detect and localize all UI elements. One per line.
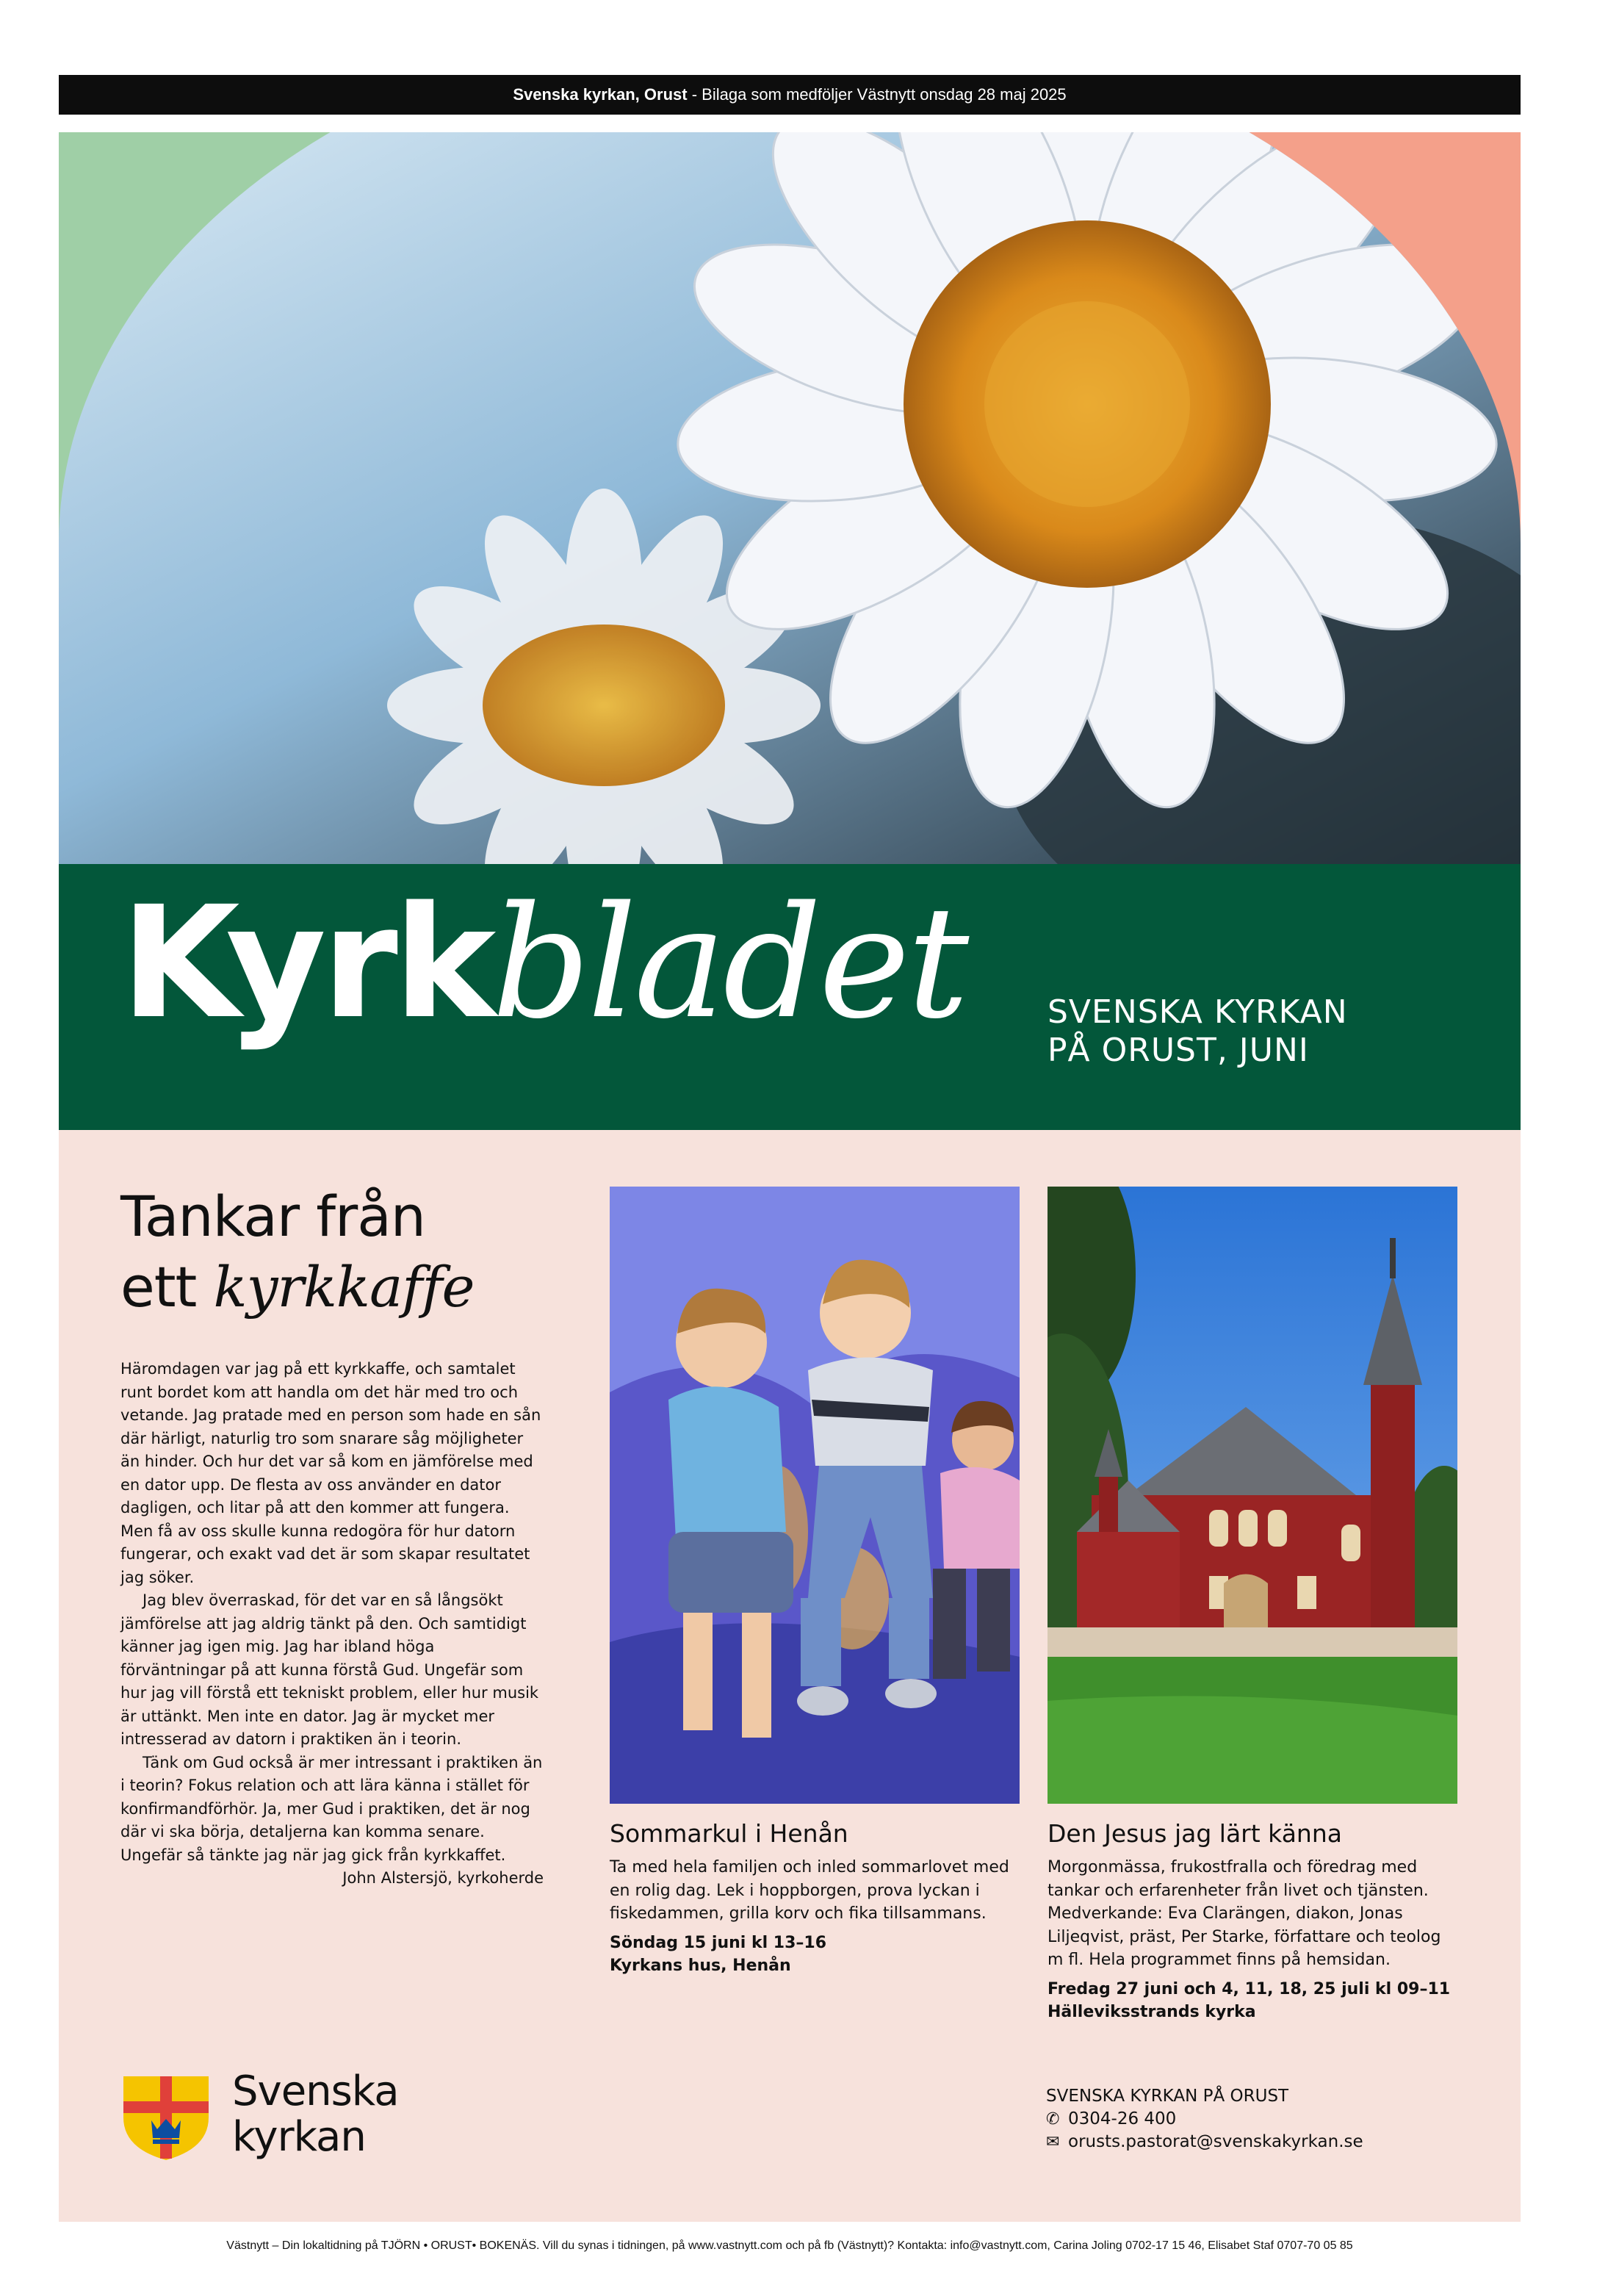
top-bar-brand: Svenska kyrkan, Orust <box>513 85 688 104</box>
masthead-title <box>120 873 967 1053</box>
headline-italic: kyrkkaffe <box>213 1254 475 1320</box>
article-signature: John Alstersjö, kyrkoherde <box>342 1869 544 1887</box>
contact-phone[interactable]: 0304-26 400 <box>1068 2109 1177 2128</box>
event-2-when: Fredag 27 juni och 4, 11, 18, 25 juli kl 09–11 <box>1048 1979 1451 1998</box>
article-paragraph-2: Jag blev överraskad, för det var en så långsökt jämförelse att jag aldrig tänkt på den. Och samtidigt känner jag igen mig. Jag har ibland höga förväntningar på att kunna förstå Gud. Ungefär som hur jag vill förstå ett tekniskt problem, eller hur musik är uttänkt. Men inte en dator. Jag är mycket mer intresserad av datorn i praktiken än i teorin. <box>120 1591 539 1748</box>
contact-email[interactable]: orusts.pastorat@svenskakyrkan.se <box>1068 2132 1363 2151</box>
footer-text: Västnytt – Din lokaltidning på TJÖRN • ORUST• BOKENÄS. Vill du synas i tidningen, på www.vastnytt.com och på fb (Västnytt)? Kontakta: info@vastnytt.com, Carina Joling 0702-17 15 46, Elisabet Staf 0707-70 05 85 <box>226 2239 1353 2252</box>
top-info-bar <box>59 75 1521 115</box>
article-paragraph-1: Häromdagen var jag på ett kyrkkaffe, och samtalet runt bordet kom att handla om det här med tro och vetande. Jag pratade med en person som hade en sån där härligt, naturlig tro som snarare såg möjligheter än hinder. Och hur det var så kom en jämförelse med en dator upp. De flesta av oss använder en dator dagligen, och litar på att den kommer att fungera. Men få av oss skulle kunna redogöra för hur datorn fungerar, och exakt vad det är som skapar resultatet jag söker. <box>120 1360 541 1586</box>
headline-line-2 <box>120 1252 474 1322</box>
subtitle-line-1: SVENSKA KYRKAN <box>1048 993 1348 1031</box>
contact-block <box>1046 2085 1363 2153</box>
daisy-illustration <box>59 132 1521 864</box>
contact-email-row <box>1046 2131 1363 2153</box>
contact-heading: SVENSKA KYRKAN PÅ ORUST <box>1046 2087 1289 2106</box>
event-2-title: Den Jesus jag lärt känna <box>1048 1819 1342 1848</box>
headline-plain: ett <box>120 1254 214 1320</box>
event-2-where: Hälleviksstrands kyrka <box>1048 2003 1256 2021</box>
event-1-where: Kyrkans hus, Henån <box>610 1957 791 1975</box>
logo-line-1: Svenska <box>232 2068 399 2115</box>
top-bar-supplement: - Bilaga som medföljer Västnytt onsdag 28 maj 2025 <box>687 85 1067 104</box>
article-paragraph-3: Tänk om Gud också är mer intressant i praktiken än i teorin? Fokus relation och att lära känna i stället för konfirmandförhör. Ja, mer Gud i praktiken, det är nog där vi ska börja, detaljerna kan komma senare. Ungefär så tänkte jag när jag gick från kyrkkaffet. <box>120 1753 543 1864</box>
hero-daisy-image <box>59 132 1521 864</box>
contact-phone-row <box>1046 2108 1363 2131</box>
subtitle-line-2: PÅ ORUST, JUNI <box>1048 1032 1309 1069</box>
phone-icon: ✆ <box>1046 2110 1060 2128</box>
masthead-subtitle <box>1048 993 1348 1070</box>
photo-red-church <box>1048 1187 1457 1804</box>
event-1-title: Sommarkul i Henån <box>610 1819 848 1848</box>
event-1-text: Ta med hela familjen och inled sommarlovet med en rolig dag. Lek i hoppborgen, prova lyckan i fiskedammen, grilla korv och fika tillsammans. <box>610 1858 1009 1923</box>
article-body <box>120 1358 544 1890</box>
event-den-jesus <box>1048 1819 1459 2024</box>
mail-icon: ✉ <box>1046 2133 1060 2151</box>
logo-line-2: kyrkan <box>232 2113 366 2161</box>
event-1-when: Söndag 15 juni kl 13–16 <box>610 1933 827 1952</box>
photo-children-bouncy-castle <box>610 1187 1020 1804</box>
title-part-bladet: bladet <box>491 873 967 1053</box>
headline-line-1: Tankar från <box>120 1184 425 1249</box>
title-part-kyrk: Kyrk <box>120 873 492 1053</box>
church-cross-crown-icon <box>120 2073 212 2167</box>
event-sommarkul <box>610 1819 1020 1978</box>
article-headline <box>120 1181 474 1322</box>
masthead <box>59 864 1521 1130</box>
event-2-text: Morgonmässa, frukostfralla och föredrag med tankar och erfarenheter från livet och tjänsten. Medverkande: Eva Clarängen, diakon, Jonas Liljeqvist, präst, Per Starke, författare och teolog m fl. Hela programmet finns på hemsidan. <box>1048 1858 1441 1969</box>
svenska-kyrkan-logotype <box>232 2069 399 2160</box>
